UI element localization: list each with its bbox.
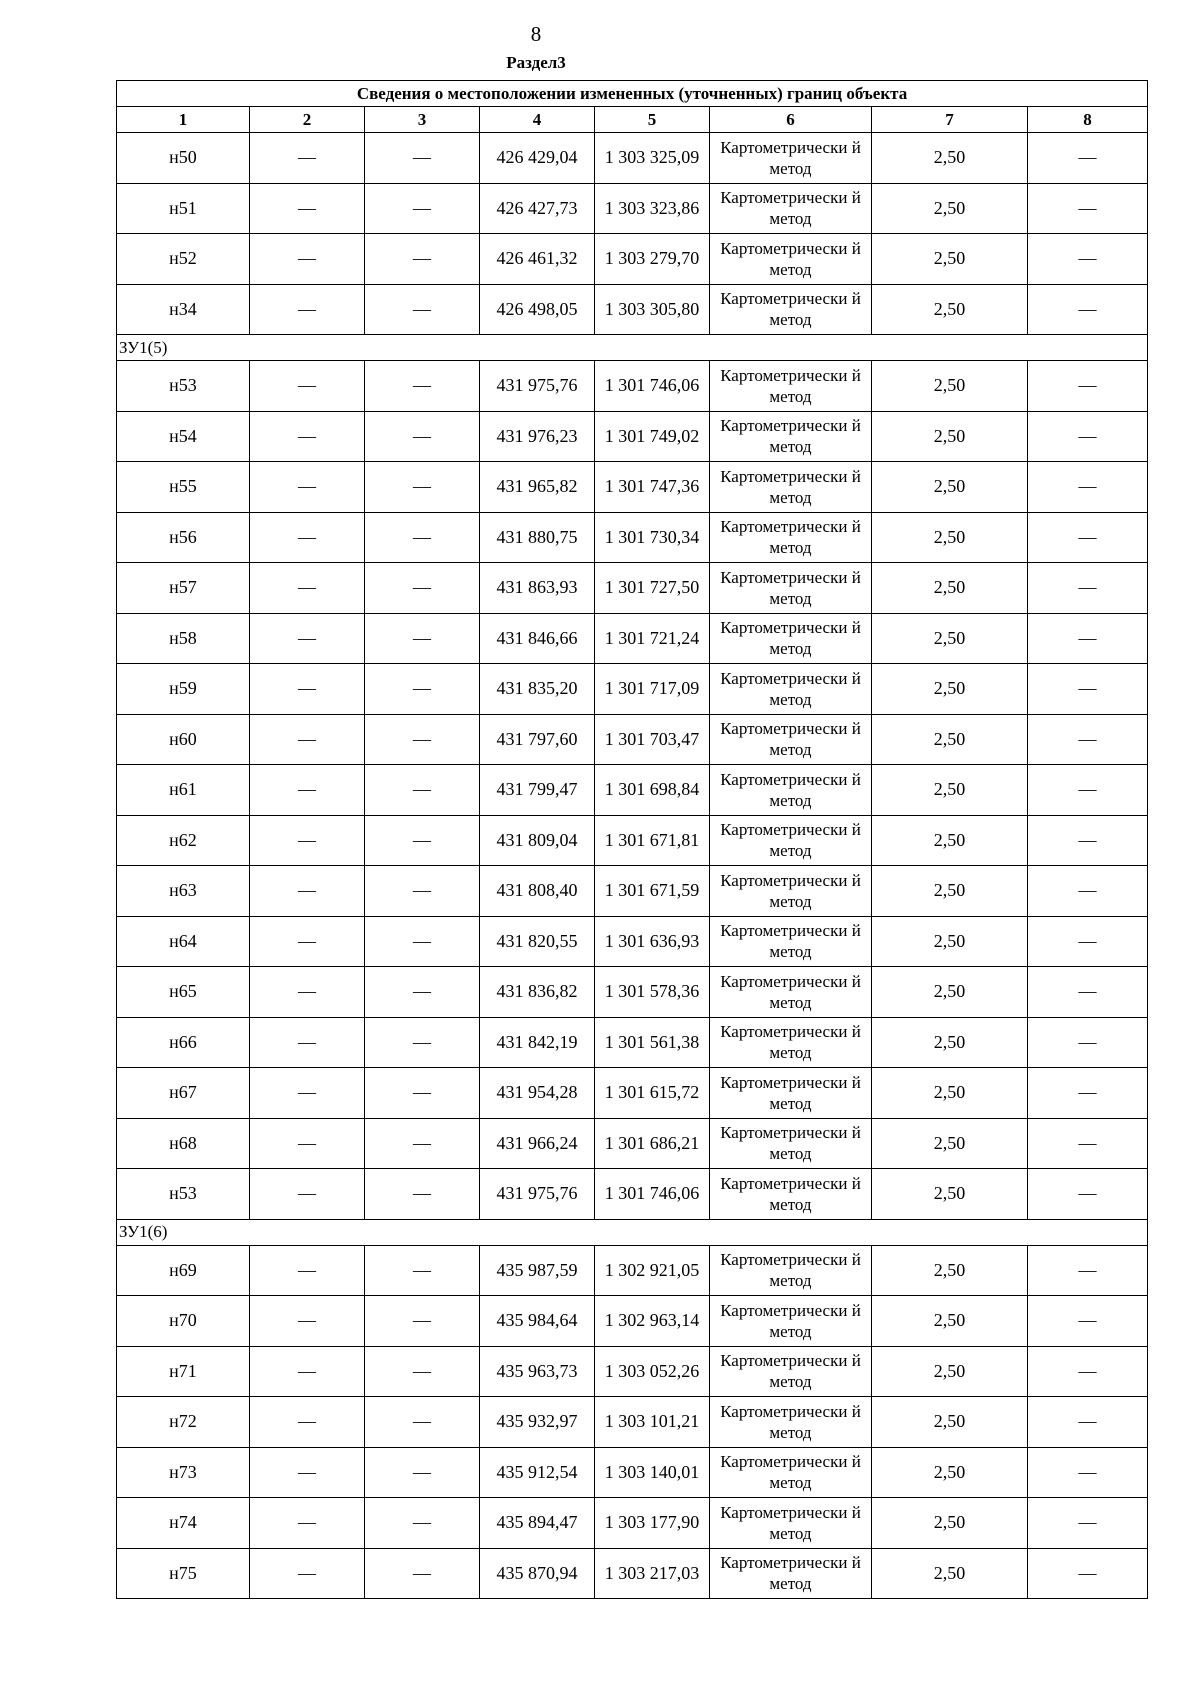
- point-cell: н67: [117, 1068, 250, 1119]
- column-2-cell: —: [250, 1118, 365, 1169]
- column-8-cell: —: [1028, 234, 1148, 285]
- accuracy-cell: 2,50: [872, 1498, 1028, 1549]
- column-8-cell: —: [1028, 765, 1148, 816]
- column-3-cell: —: [365, 234, 480, 285]
- method-cell: Картометрически й метод: [710, 563, 872, 614]
- table-row: [117, 967, 1148, 1018]
- column-3-cell: —: [365, 1548, 480, 1599]
- column-2-cell: —: [250, 1397, 365, 1448]
- accuracy-cell: 2,50: [872, 1447, 1028, 1498]
- accuracy-cell: 2,50: [872, 664, 1028, 715]
- y-coordinate-cell: 1 303 101,21: [595, 1397, 710, 1448]
- table-title: Сведения о местоположении измененных (уточненных) границ объекта: [117, 81, 1148, 107]
- column-3-cell: —: [365, 563, 480, 614]
- point-cell: н71: [117, 1346, 250, 1397]
- column-8-cell: —: [1028, 613, 1148, 664]
- column-3-cell: —: [365, 1498, 480, 1549]
- x-coordinate-cell: 431 808,40: [480, 866, 595, 917]
- accuracy-cell: 2,50: [872, 1548, 1028, 1599]
- coordinates-table: [116, 80, 1148, 1599]
- column-2-cell: —: [250, 133, 365, 184]
- column-2-cell: —: [250, 462, 365, 513]
- method-cell: Картометрически й метод: [710, 916, 872, 967]
- method-cell: Картометрически й метод: [710, 1346, 872, 1397]
- column-8-cell: —: [1028, 1548, 1148, 1599]
- x-coordinate-cell: 431 836,82: [480, 967, 595, 1018]
- group-row: [117, 1219, 1148, 1245]
- column-3-cell: —: [365, 361, 480, 412]
- accuracy-cell: 2,50: [872, 1068, 1028, 1119]
- x-coordinate-cell: 431 880,75: [480, 512, 595, 563]
- y-coordinate-cell: 1 303 140,01: [595, 1447, 710, 1498]
- accuracy-cell: 2,50: [872, 866, 1028, 917]
- table-row: [117, 1296, 1148, 1347]
- x-coordinate-cell: 435 963,73: [480, 1346, 595, 1397]
- column-2-cell: —: [250, 183, 365, 234]
- point-cell: н65: [117, 967, 250, 1018]
- point-cell: н69: [117, 1245, 250, 1296]
- table-row: [117, 563, 1148, 614]
- x-coordinate-cell: 431 797,60: [480, 714, 595, 765]
- point-cell: н52: [117, 234, 250, 285]
- method-cell: Картометрически й метод: [710, 613, 872, 664]
- table-row: [117, 1498, 1148, 1549]
- column-3-cell: —: [365, 512, 480, 563]
- method-cell: Картометрически й метод: [710, 1245, 872, 1296]
- y-coordinate-cell: 1 301 671,59: [595, 866, 710, 917]
- accuracy-cell: 2,50: [872, 284, 1028, 335]
- column-3-cell: —: [365, 1017, 480, 1068]
- point-cell: н73: [117, 1447, 250, 1498]
- y-coordinate-cell: 1 303 279,70: [595, 234, 710, 285]
- column-2-cell: —: [250, 1498, 365, 1549]
- x-coordinate-cell: 426 461,32: [480, 234, 595, 285]
- point-cell: н53: [117, 361, 250, 412]
- accuracy-cell: 2,50: [872, 183, 1028, 234]
- accuracy-cell: 2,50: [872, 765, 1028, 816]
- point-cell: н68: [117, 1118, 250, 1169]
- table-row: [117, 1068, 1148, 1119]
- table-row: [117, 411, 1148, 462]
- y-coordinate-cell: 1 302 921,05: [595, 1245, 710, 1296]
- table-row: [117, 1397, 1148, 1448]
- group-label: ЗУ1(6): [117, 1219, 1148, 1245]
- point-cell: н66: [117, 1017, 250, 1068]
- accuracy-cell: 2,50: [872, 563, 1028, 614]
- column-8-cell: —: [1028, 1397, 1148, 1448]
- column-3-cell: —: [365, 1169, 480, 1220]
- column-2-cell: —: [250, 765, 365, 816]
- column-8-cell: —: [1028, 563, 1148, 614]
- y-coordinate-cell: 1 301 749,02: [595, 411, 710, 462]
- x-coordinate-cell: 435 912,54: [480, 1447, 595, 1498]
- column-header-row: [117, 107, 1148, 133]
- accuracy-cell: 2,50: [872, 916, 1028, 967]
- column-2-cell: —: [250, 1346, 365, 1397]
- accuracy-cell: 2,50: [872, 1017, 1028, 1068]
- y-coordinate-cell: 1 301 636,93: [595, 916, 710, 967]
- column-header: 2: [250, 107, 365, 133]
- column-header: 6: [710, 107, 872, 133]
- column-8-cell: —: [1028, 1346, 1148, 1397]
- y-coordinate-cell: 1 301 747,36: [595, 462, 710, 513]
- column-2-cell: —: [250, 411, 365, 462]
- y-coordinate-cell: 1 302 963,14: [595, 1296, 710, 1347]
- table-row: [117, 765, 1148, 816]
- method-cell: Картометрически й метод: [710, 1068, 872, 1119]
- column-8-cell: —: [1028, 1169, 1148, 1220]
- y-coordinate-cell: 1 301 578,36: [595, 967, 710, 1018]
- column-2-cell: —: [250, 1068, 365, 1119]
- column-2-cell: —: [250, 563, 365, 614]
- y-coordinate-cell: 1 301 703,47: [595, 714, 710, 765]
- x-coordinate-cell: 435 870,94: [480, 1548, 595, 1599]
- column-8-cell: —: [1028, 866, 1148, 917]
- point-cell: н53: [117, 1169, 250, 1220]
- y-coordinate-cell: 1 301 746,06: [595, 1169, 710, 1220]
- method-cell: Картометрически й метод: [710, 1447, 872, 1498]
- accuracy-cell: 2,50: [872, 613, 1028, 664]
- y-coordinate-cell: 1 303 305,80: [595, 284, 710, 335]
- y-coordinate-cell: 1 303 052,26: [595, 1346, 710, 1397]
- accuracy-cell: 2,50: [872, 1346, 1028, 1397]
- y-coordinate-cell: 1 303 325,09: [595, 133, 710, 184]
- column-3-cell: —: [365, 765, 480, 816]
- x-coordinate-cell: 435 987,59: [480, 1245, 595, 1296]
- method-cell: Картометрически й метод: [710, 234, 872, 285]
- column-3-cell: —: [365, 1447, 480, 1498]
- method-cell: Картометрически й метод: [710, 1498, 872, 1549]
- x-coordinate-cell: 431 966,24: [480, 1118, 595, 1169]
- point-cell: н59: [117, 664, 250, 715]
- column-3-cell: —: [365, 714, 480, 765]
- column-8-cell: —: [1028, 462, 1148, 513]
- method-cell: Картометрически й метод: [710, 512, 872, 563]
- column-2-cell: —: [250, 967, 365, 1018]
- x-coordinate-cell: 431 975,76: [480, 361, 595, 412]
- table-row: [117, 613, 1148, 664]
- column-3-cell: —: [365, 183, 480, 234]
- x-coordinate-cell: 426 427,73: [480, 183, 595, 234]
- point-cell: н55: [117, 462, 250, 513]
- column-8-cell: —: [1028, 714, 1148, 765]
- column-8-cell: —: [1028, 815, 1148, 866]
- point-cell: н70: [117, 1296, 250, 1347]
- point-cell: н62: [117, 815, 250, 866]
- section-title: Раздел3: [506, 53, 566, 72]
- y-coordinate-cell: 1 303 177,90: [595, 1498, 710, 1549]
- table-row: [117, 183, 1148, 234]
- method-cell: Картометрически й метод: [710, 1017, 872, 1068]
- method-cell: Картометрически й метод: [710, 664, 872, 715]
- column-2-cell: —: [250, 1296, 365, 1347]
- x-coordinate-cell: 431 799,47: [480, 765, 595, 816]
- column-3-cell: —: [365, 1118, 480, 1169]
- x-coordinate-cell: 431 820,55: [480, 916, 595, 967]
- column-3-cell: —: [365, 1245, 480, 1296]
- x-coordinate-cell: 431 835,20: [480, 664, 595, 715]
- method-cell: Картометрически й метод: [710, 714, 872, 765]
- x-coordinate-cell: 431 965,82: [480, 462, 595, 513]
- table-row: [117, 462, 1148, 513]
- x-coordinate-cell: 431 954,28: [480, 1068, 595, 1119]
- column-8-cell: —: [1028, 512, 1148, 563]
- method-cell: Картометрически й метод: [710, 361, 872, 412]
- column-3-cell: —: [365, 462, 480, 513]
- point-cell: н74: [117, 1498, 250, 1549]
- column-8-cell: —: [1028, 284, 1148, 335]
- column-8-cell: —: [1028, 133, 1148, 184]
- point-cell: н54: [117, 411, 250, 462]
- column-header: 8: [1028, 107, 1148, 133]
- method-cell: Картометрически й метод: [710, 967, 872, 1018]
- x-coordinate-cell: 431 809,04: [480, 815, 595, 866]
- x-coordinate-cell: 435 984,64: [480, 1296, 595, 1347]
- table-row: [117, 284, 1148, 335]
- table-row: [117, 133, 1148, 184]
- column-2-cell: —: [250, 714, 365, 765]
- column-3-cell: —: [365, 411, 480, 462]
- column-8-cell: —: [1028, 1017, 1148, 1068]
- table-row: [117, 664, 1148, 715]
- column-2-cell: —: [250, 613, 365, 664]
- method-cell: Картометрически й метод: [710, 183, 872, 234]
- accuracy-cell: 2,50: [872, 714, 1028, 765]
- point-cell: н50: [117, 133, 250, 184]
- method-cell: Картометрически й метод: [710, 133, 872, 184]
- point-cell: н57: [117, 563, 250, 614]
- table-row: [117, 1447, 1148, 1498]
- method-cell: Картометрически й метод: [710, 765, 872, 816]
- column-2-cell: —: [250, 1447, 365, 1498]
- column-3-cell: —: [365, 664, 480, 715]
- point-cell: н72: [117, 1397, 250, 1448]
- method-cell: Картометрически й метод: [710, 1548, 872, 1599]
- accuracy-cell: 2,50: [872, 1118, 1028, 1169]
- table-row: [117, 714, 1148, 765]
- method-cell: Картометрически й метод: [710, 284, 872, 335]
- x-coordinate-cell: 431 975,76: [480, 1169, 595, 1220]
- column-8-cell: —: [1028, 361, 1148, 412]
- column-header: 1: [117, 107, 250, 133]
- x-coordinate-cell: 435 894,47: [480, 1498, 595, 1549]
- x-coordinate-cell: 431 842,19: [480, 1017, 595, 1068]
- table-row: [117, 234, 1148, 285]
- column-header: 3: [365, 107, 480, 133]
- y-coordinate-cell: 1 301 686,21: [595, 1118, 710, 1169]
- point-cell: н58: [117, 613, 250, 664]
- point-cell: н61: [117, 765, 250, 816]
- table-row: [117, 1169, 1148, 1220]
- method-cell: Картометрически й метод: [710, 411, 872, 462]
- accuracy-cell: 2,50: [872, 512, 1028, 563]
- x-coordinate-cell: 426 498,05: [480, 284, 595, 335]
- table-row: [117, 815, 1148, 866]
- y-coordinate-cell: 1 301 698,84: [595, 765, 710, 816]
- column-8-cell: —: [1028, 1068, 1148, 1119]
- point-cell: н64: [117, 916, 250, 967]
- accuracy-cell: 2,50: [872, 1245, 1028, 1296]
- group-label: ЗУ1(5): [117, 335, 1148, 361]
- column-header: 5: [595, 107, 710, 133]
- accuracy-cell: 2,50: [872, 967, 1028, 1018]
- column-8-cell: —: [1028, 967, 1148, 1018]
- page-number: 8: [530, 22, 542, 46]
- table-row: [117, 1118, 1148, 1169]
- column-2-cell: —: [250, 234, 365, 285]
- table-row: [117, 1017, 1148, 1068]
- y-coordinate-cell: 1 303 217,03: [595, 1548, 710, 1599]
- point-cell: н75: [117, 1548, 250, 1599]
- table-row: [117, 1245, 1148, 1296]
- table-row: [117, 1548, 1148, 1599]
- column-header: 4: [480, 107, 595, 133]
- point-cell: н60: [117, 714, 250, 765]
- y-coordinate-cell: 1 301 727,50: [595, 563, 710, 614]
- table-title-row: [117, 81, 1148, 107]
- column-3-cell: —: [365, 1296, 480, 1347]
- method-cell: Картометрически й метод: [710, 815, 872, 866]
- column-2-cell: —: [250, 916, 365, 967]
- accuracy-cell: 2,50: [872, 411, 1028, 462]
- y-coordinate-cell: 1 301 730,34: [595, 512, 710, 563]
- y-coordinate-cell: 1 301 717,09: [595, 664, 710, 715]
- x-coordinate-cell: 431 846,66: [480, 613, 595, 664]
- x-coordinate-cell: 435 932,97: [480, 1397, 595, 1448]
- x-coordinate-cell: 431 863,93: [480, 563, 595, 614]
- x-coordinate-cell: 426 429,04: [480, 133, 595, 184]
- table-row: [117, 512, 1148, 563]
- method-cell: Картометрически й метод: [710, 462, 872, 513]
- point-cell: н34: [117, 284, 250, 335]
- method-cell: Картометрически й метод: [710, 866, 872, 917]
- column-3-cell: —: [365, 1068, 480, 1119]
- column-3-cell: —: [365, 613, 480, 664]
- column-8-cell: —: [1028, 1498, 1148, 1549]
- column-2-cell: —: [250, 1017, 365, 1068]
- column-8-cell: —: [1028, 183, 1148, 234]
- accuracy-cell: 2,50: [872, 1296, 1028, 1347]
- column-2-cell: —: [250, 512, 365, 563]
- y-coordinate-cell: 1 301 721,24: [595, 613, 710, 664]
- y-coordinate-cell: 1 301 615,72: [595, 1068, 710, 1119]
- group-row: [117, 335, 1148, 361]
- column-3-cell: —: [365, 1346, 480, 1397]
- column-header: 7: [872, 107, 1028, 133]
- column-2-cell: —: [250, 866, 365, 917]
- table-row: [117, 1346, 1148, 1397]
- column-2-cell: —: [250, 1245, 365, 1296]
- y-coordinate-cell: 1 301 561,38: [595, 1017, 710, 1068]
- method-cell: Картометрически й метод: [710, 1397, 872, 1448]
- column-2-cell: —: [250, 1169, 365, 1220]
- column-3-cell: —: [365, 815, 480, 866]
- point-cell: н51: [117, 183, 250, 234]
- column-3-cell: —: [365, 1397, 480, 1448]
- method-cell: Картометрически й метод: [710, 1118, 872, 1169]
- column-2-cell: —: [250, 815, 365, 866]
- column-2-cell: —: [250, 361, 365, 412]
- y-coordinate-cell: 1 301 746,06: [595, 361, 710, 412]
- column-3-cell: —: [365, 967, 480, 1018]
- method-cell: Картометрически й метод: [710, 1296, 872, 1347]
- y-coordinate-cell: 1 301 671,81: [595, 815, 710, 866]
- column-8-cell: —: [1028, 1245, 1148, 1296]
- column-3-cell: —: [365, 284, 480, 335]
- x-coordinate-cell: 431 976,23: [480, 411, 595, 462]
- column-2-cell: —: [250, 1548, 365, 1599]
- accuracy-cell: 2,50: [872, 133, 1028, 184]
- column-3-cell: —: [365, 866, 480, 917]
- y-coordinate-cell: 1 303 323,86: [595, 183, 710, 234]
- column-8-cell: —: [1028, 1447, 1148, 1498]
- column-2-cell: —: [250, 664, 365, 715]
- column-3-cell: —: [365, 916, 480, 967]
- accuracy-cell: 2,50: [872, 234, 1028, 285]
- column-8-cell: —: [1028, 664, 1148, 715]
- accuracy-cell: 2,50: [872, 815, 1028, 866]
- accuracy-cell: 2,50: [872, 361, 1028, 412]
- accuracy-cell: 2,50: [872, 1169, 1028, 1220]
- method-cell: Картометрически й метод: [710, 1169, 872, 1220]
- table-row: [117, 916, 1148, 967]
- column-2-cell: —: [250, 284, 365, 335]
- column-8-cell: —: [1028, 1118, 1148, 1169]
- column-3-cell: —: [365, 133, 480, 184]
- point-cell: н56: [117, 512, 250, 563]
- accuracy-cell: 2,50: [872, 462, 1028, 513]
- column-8-cell: —: [1028, 411, 1148, 462]
- point-cell: н63: [117, 866, 250, 917]
- table-row: [117, 361, 1148, 412]
- column-8-cell: —: [1028, 1296, 1148, 1347]
- accuracy-cell: 2,50: [872, 1397, 1028, 1448]
- column-8-cell: —: [1028, 916, 1148, 967]
- table-row: [117, 866, 1148, 917]
